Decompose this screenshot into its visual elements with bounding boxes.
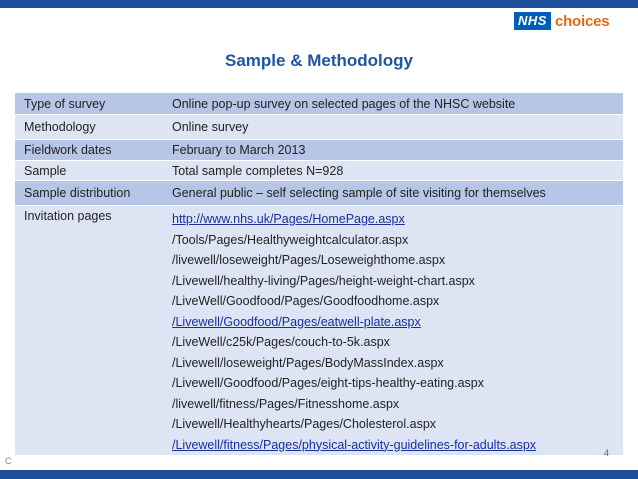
invitation-page-item: /Livewell/loseweight/Pages/BodyMassIndex.aspx	[172, 355, 444, 370]
invitation-page-item: /livewell/loseweight/Pages/Loseweighthome.aspx	[172, 253, 446, 267]
row-value: February to March 2013	[163, 140, 623, 161]
page-title: Sample & Methodology	[225, 51, 413, 70]
invitation-page-link[interactable]: /Livewell/fitness/Pages/physical-activity-guidelines-for-adults.aspx	[172, 437, 537, 452]
invitation-page-item: /Tools/Pages/Healthyweightcalculator.aspx	[172, 232, 409, 247]
invitation-page-link[interactable]: http://www.nhs.uk/Pages/HomePage.aspx	[172, 212, 405, 226]
row-label: Invitation pages	[15, 206, 163, 456]
row-label: Type of survey	[15, 93, 163, 115]
row-value: Online pop-up survey on selected pages of the NHSC website	[163, 93, 623, 115]
top-stripe	[0, 0, 638, 8]
methodology-table	[15, 93, 623, 456]
table-row-sample	[15, 161, 623, 181]
nhs-logo-box: NHS	[514, 12, 551, 30]
table-row-fieldwork-dates	[15, 140, 623, 161]
invitation-pages-list	[172, 209, 614, 455]
table-row-methodology	[15, 115, 623, 140]
invitation-page-item: /livewell/fitness/Pages/Fitnesshome.aspx	[172, 396, 400, 411]
choices-logo-text: choices	[554, 12, 610, 30]
invitation-page-item: /Livewell/healthy-living/Pages/height-weight-chart.aspx	[172, 273, 475, 288]
table-row-type-of-survey	[15, 93, 623, 115]
row-value: Total sample completes N=928	[163, 161, 623, 181]
row-label: Sample	[15, 161, 163, 181]
footer-mark: C	[5, 456, 12, 466]
row-label: Fieldwork dates	[15, 140, 163, 161]
table-row-sample-distribution	[15, 181, 623, 206]
invitation-page-item: /LiveWell/Goodfood/Pages/Goodfoodhome.aspx	[172, 294, 440, 308]
invitation-pages-cell	[163, 206, 623, 456]
page-number: 4	[604, 448, 610, 458]
invitation-page-item: /LiveWell/c25k/Pages/couch-to-5k.aspx	[172, 335, 390, 349]
row-value: General public – self selecting sample of site visiting for themselves	[163, 181, 623, 206]
bottom-stripe	[0, 470, 638, 479]
nhs-choices-logo	[514, 11, 609, 31]
invitation-page-item: /Livewell/Healthyhearts/Pages/Cholesterol.aspx	[172, 417, 437, 431]
row-label: Sample distribution	[15, 181, 163, 206]
row-label: Methodology	[15, 115, 163, 140]
table-row-invitation-pages	[15, 206, 623, 456]
invitation-page-item: /Livewell/Goodfood/Pages/eight-tips-healthy-eating.aspx	[172, 376, 484, 390]
row-value: Online survey	[163, 115, 623, 140]
invitation-page-link[interactable]: /Livewell/Goodfood/Pages/eatwell-plate.aspx	[172, 314, 421, 329]
